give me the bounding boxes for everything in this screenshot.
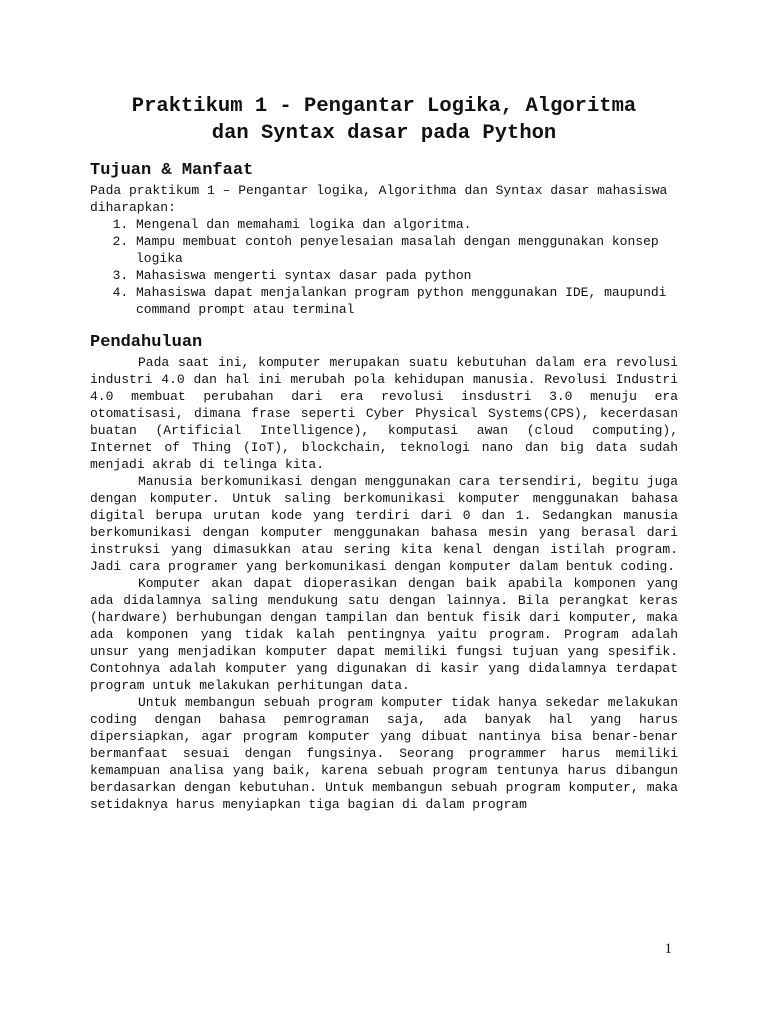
list-item: 1. Mengenal dan memahami logika dan algoritma. xyxy=(136,216,678,233)
page-number: 1 xyxy=(664,941,672,957)
title-line-2: dan Syntax dasar pada Python xyxy=(211,122,557,145)
list-item: 3. Mahasiswa mengerti syntax dasar pada python xyxy=(136,267,678,284)
section-heading-tujuan: Tujuan & Manfaat xyxy=(90,161,254,180)
paragraph: Komputer akan dapat dioperasikan dengan baik apabila komponen yang ada didalamnya saling mendukung satu dengan lainnya. Bila perangkat keras (hardware) berhubungan dengan tampilan dan bentuk fisik dari komputer, maka ada komponen yang tidak kalah pentingnya yaitu program. Program adalah unsur yang menjadikan komputer dapat memiliki fungsi tujuan yang spesifik. Contohnya adalah komputer yang digunakan di kasir yang didalamnya terdapat program untuk melakukan perhitungan data. xyxy=(90,576,678,693)
pendahuluan-body xyxy=(90,354,678,813)
paragraph: Untuk membangun sebuah program komputer tidak hanya sekedar melakukan coding dengan bahasa pemrograman saja, ada banyak hal yang harus dipersiapkan, agar program komputer yang dibuat nantinya bisa benar-benar bermanfaat sesuai dengan fungsinya. Seorang programmer harus memiliki kemampuan analisa yang baik, karena sebuah program tentunya harus dibangun berdasarkan dengan kebutuhan. Untuk membangun sebuah program komputer, maka setidaknya harus menyiapkan tiga bagian di dalam program xyxy=(90,695,678,812)
tujuan-list xyxy=(90,216,678,318)
paragraph: Pada saat ini, komputer merupakan suatu kebutuhan dalam era revolusi industri 4.0 dan hal ini merubah pola kehidupan manusia. Revolusi Industri 4.0 membuat perubahan dari era revolusi insdustri 3.0 menuju era otomatisasi, dimana frase seperti Cyber Physical Systems(CPS), kecerdasan buatan (Artificial Intelligence), komputasi awan (cloud computing), Internet of Thing (IoT), blockchain, teknologi nano dan big data sudah menjadi akrab di telinga kita. xyxy=(90,355,678,472)
title-line-1: Praktikum 1 - Pengantar Logika, Algoritma xyxy=(131,95,637,118)
paragraph: Manusia berkomunikasi dengan menggunakan cara tersendiri, begitu juga dengan komputer. Untuk saling berkomunikasi komputer menggunakan bahasa digital berupa urutan kode yang terdiri dari 0 dan 1. Sedangkan manusia berkomunikasi dengan komputer menggunakan bahasa mesin yang berasal dari instruksi yang dimasukkan atau sering kita kenal dengan istilah program. Jadi cara programer yang berkomunikasi dengan komputer dalam bentuk coding. xyxy=(90,474,678,574)
list-item: 4. Mahasiswa dapat menjalankan program python menggunakan IDE, maupundi command prompt atau terminal xyxy=(136,284,678,318)
list-item: 2. Mampu membuat contoh penyelesaian masalah dengan menggunakan konsep logika xyxy=(136,233,678,267)
section-heading-pendahuluan: Pendahuluan xyxy=(90,333,203,352)
page-title xyxy=(90,0,678,147)
tujuan-intro: Pada praktikum 1 – Pengantar logika, Algorithma dan Syntax dasar mahasiswa diharapkan: xyxy=(90,183,668,215)
